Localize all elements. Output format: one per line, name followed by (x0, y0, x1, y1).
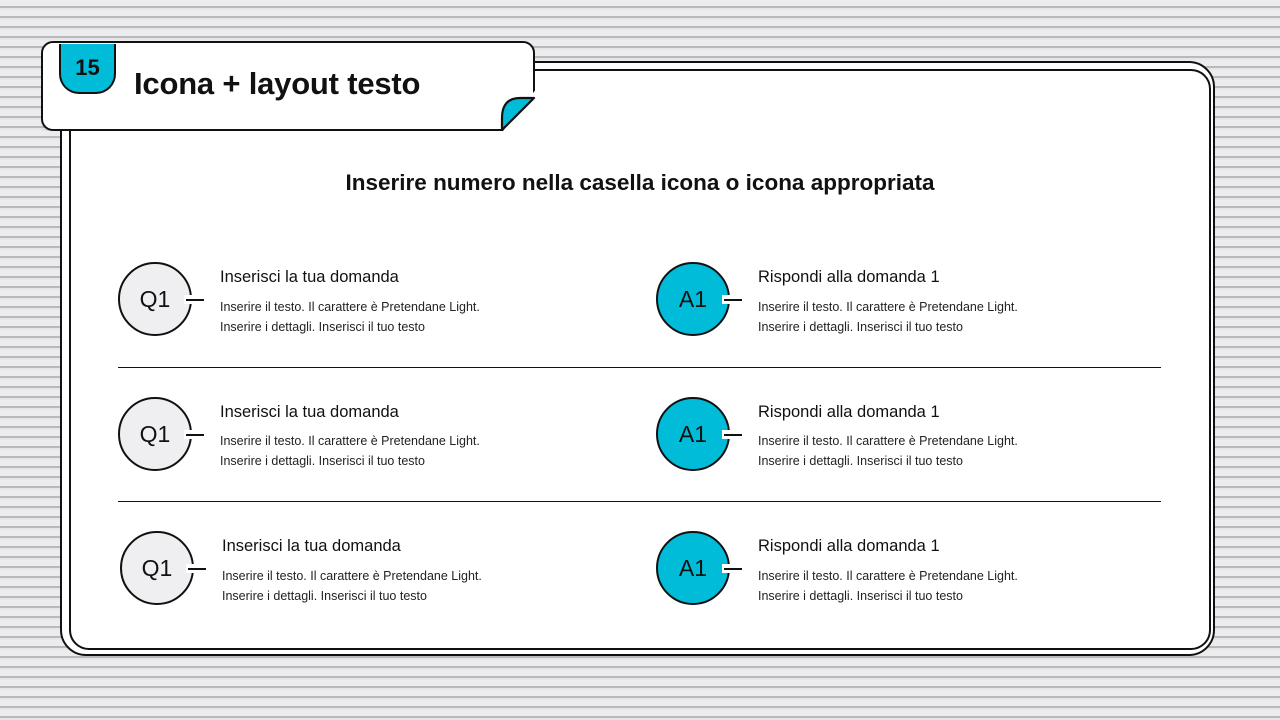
question-label: Q1 (139, 285, 171, 312)
slide-title: Icona + layout testo (134, 66, 421, 101)
question-item (118, 262, 558, 342)
connector-dash (186, 434, 204, 436)
question-text-line2: Inserire i dettagli. Inserisci il tuo testo (220, 320, 425, 334)
question-item (120, 531, 560, 611)
answer-text-line2: Inserire i dettagli. Inserisci il tuo testo (758, 589, 963, 603)
answer-text-line1: Inserire il testo. Il carattere è Pretendane Light. (758, 300, 1018, 314)
slide-number: 15 (75, 55, 100, 80)
connector-dash (724, 434, 742, 436)
answer-label: A1 (678, 554, 708, 581)
connector-dash (186, 299, 204, 301)
answer-text-line2: Inserire i dettagli. Inserisci il tuo testo (758, 320, 963, 334)
question-text-line1: Inserire il testo. Il carattere è Pretendane Light. (220, 300, 480, 314)
row-divider (118, 367, 1161, 368)
question-text-line1: Inserire il testo. Il carattere è Pretendane Light. (222, 569, 482, 583)
question-text-line2: Inserire i dettagli. Inserisci il tuo testo (220, 454, 425, 468)
page-fold-icon (500, 96, 536, 132)
connector-dash (724, 299, 742, 301)
answer-title: Rispondi alla domanda 1 (758, 537, 940, 555)
question-text-line1: Inserire il testo. Il carattere è Pretendane Light. (220, 434, 480, 448)
slide-subtitle: Inserire numero nella casella icona o icona appropriata (345, 170, 935, 195)
answer-item (656, 531, 1096, 611)
answer-title: Rispondi alla domanda 1 (758, 403, 940, 421)
connector-dash (188, 568, 206, 570)
question-text-line2: Inserire i dettagli. Inserisci il tuo testo (222, 589, 427, 603)
answer-text-line1: Inserire il testo. Il carattere è Pretendane Light. (758, 569, 1018, 583)
connector-dash (724, 568, 742, 570)
row-divider (118, 501, 1161, 502)
answer-title: Rispondi alla domanda 1 (758, 268, 940, 286)
question-item (118, 397, 558, 477)
answer-item (656, 262, 1096, 342)
answer-text-line2: Inserire i dettagli. Inserisci il tuo testo (758, 454, 963, 468)
question-circle-icon (118, 397, 192, 471)
question-title: Inserisci la tua domanda (222, 537, 401, 555)
slide-number-badge (59, 44, 116, 94)
answer-circle-icon (656, 531, 730, 605)
question-title: Inserisci la tua domanda (220, 268, 399, 286)
answer-circle-icon (656, 397, 730, 471)
answer-circle-icon (656, 262, 730, 336)
answer-text-line1: Inserire il testo. Il carattere è Pretendane Light. (758, 434, 1018, 448)
question-label: Q1 (139, 420, 171, 447)
question-label: Q1 (141, 554, 173, 581)
answer-label: A1 (678, 285, 708, 312)
answer-label: A1 (678, 420, 708, 447)
question-circle-icon (118, 262, 192, 336)
question-title: Inserisci la tua domanda (220, 403, 399, 421)
question-circle-icon (120, 531, 194, 605)
answer-item (656, 397, 1096, 477)
